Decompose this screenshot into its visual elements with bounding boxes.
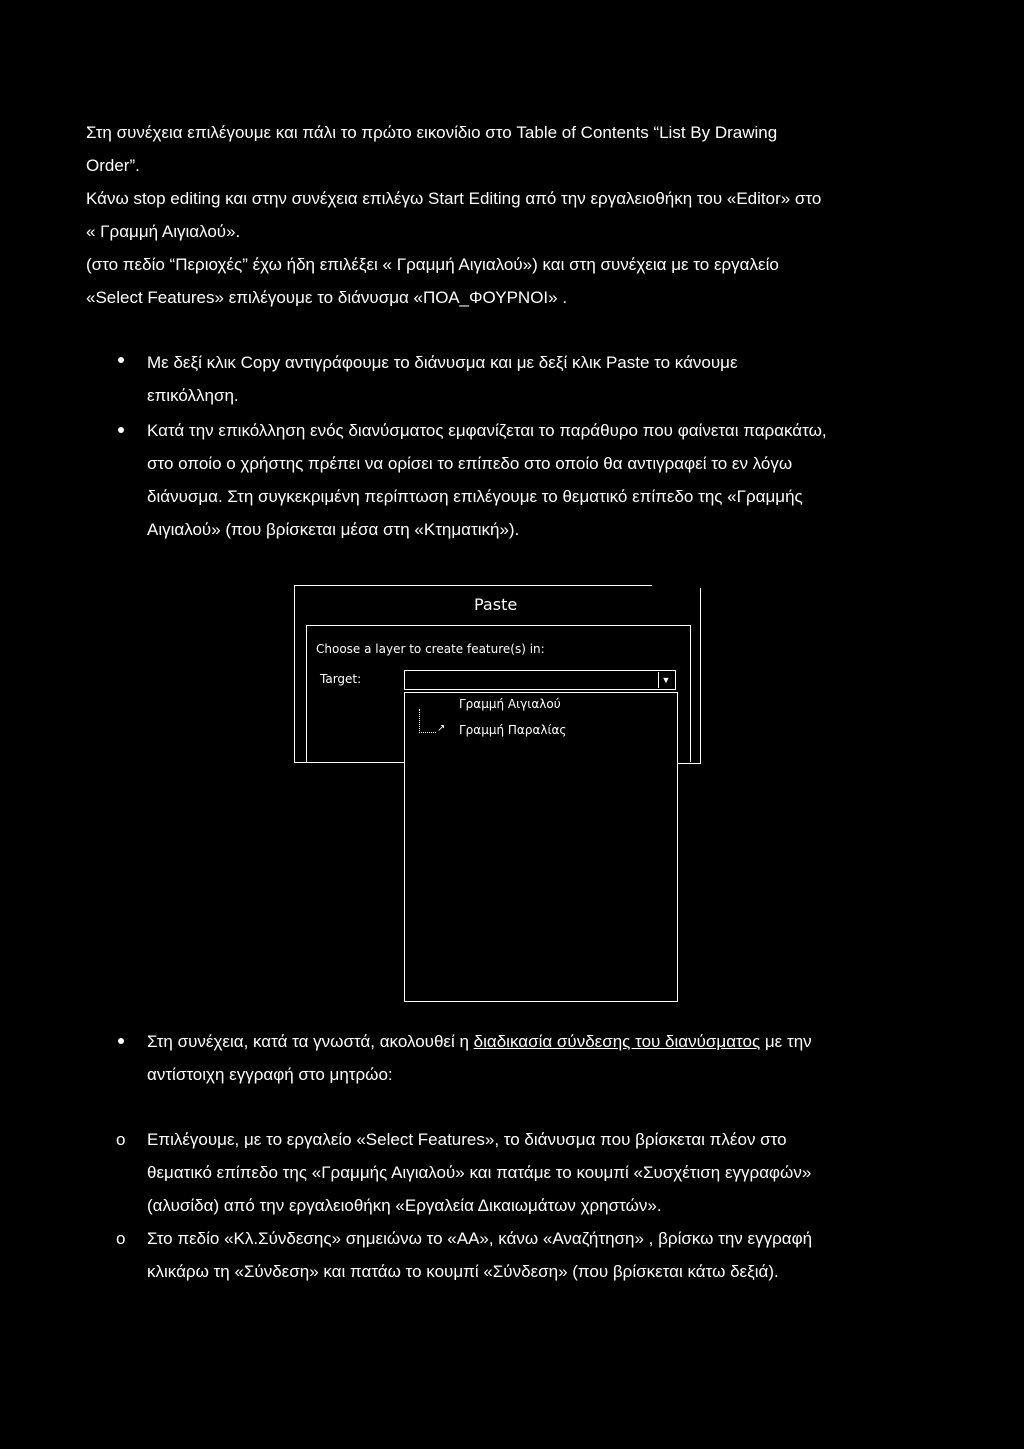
bullet-1-line-a: Με δεξί κλικ Copy αντιγράφουμε το διάνυσμα και με δεξί κλικ Paste το κάνουμε: [147, 353, 738, 372]
intro-line-2a: Κάνω stop editing και στην συνέχεια επιλέγω Start Editing από την εργαλειοθήκη του «Editor» στο: [86, 189, 822, 208]
intro-line-2b: « Γραμμή Αιγιαλού».: [86, 222, 241, 241]
sindesi-diadikasia-link[interactable]: διαδικασία σύνδεσης του διανύσματος: [473, 1032, 761, 1051]
target-label: Target:: [320, 672, 362, 686]
bullet-1-line-b: επικόλληση.: [147, 386, 239, 405]
sub-item-1-line-a: Επιλέγουμε, με το εργαλείο «Select Features», το διάνυσμα που βρίσκεται πλέον στο: [147, 1130, 787, 1149]
target-dropdown-list[interactable]: [404, 692, 678, 1002]
bullet-2-line-b: στο οποίο ο χρήστης πρέπει να ορίσει το επίπεδο στο οποίο θα αντιγραφεί το εν λόγω: [147, 454, 793, 473]
bullet-3-text-pre: Στη συνέχεια, κατά τα γνωστά, ακολουθεί η: [147, 1032, 474, 1051]
dialog-bottom-border-right: [678, 763, 701, 764]
groupbox-top-border: [306, 625, 691, 626]
dialog-top-border: [294, 585, 652, 586]
sub-item-2-line-a: Στο πεδίο «Κλ.Σύνδεσης» σημειώνω το «ΑΑ», κάνω «Αναζήτηση» , βρίσκω την εγγραφή: [147, 1229, 813, 1248]
bullet-2-line-c: διάνυσμα. Στη συγκεκριμένη περίπτωση επιλέγουμε το θεματικό επίπεδο της «Γραμμής: [147, 487, 803, 506]
sub-item-2-marker: o: [116, 1229, 126, 1248]
target-combobox[interactable]: [404, 670, 676, 690]
bullet-1-marker: [118, 357, 124, 363]
sub-item-1-line-b: θεματικό επίπεδο της «Γραμμής Αιγιαλού» και πατάμε το κουμπί «Συσχέτιση εγγραφών»: [147, 1163, 812, 1182]
sub-item-1-line-c: (αλυσίδα) από την εργαλειοθήκη «Εργαλεία Δικαιωμάτων χρηστών».: [147, 1196, 662, 1215]
bullet-2-line-a: Κατά την επικόλληση ενός διανύσματος εμφανίζεται το παράθυρο που φαίνεται παρακάτω,: [147, 421, 827, 440]
intro-line-3a: (στο πεδίο “Περιοχές” έχω ήδη επιλέξει « Γραμμή Αιγιαλού») και στη συνέχεια με το εργαλείο: [86, 255, 779, 274]
bullet-3-line-a: [147, 1025, 917, 1058]
groupbox-right-border: [690, 625, 691, 762]
dialog-left-border: [294, 585, 295, 762]
tree-connector-lines: [419, 709, 436, 733]
intro-line-1a: Στη συνέχεια επιλέγουμε και πάλι το πρώτο εικονίδιο στο Table of Contents “List By Drawing: [86, 123, 778, 142]
bullet-2-marker: [118, 427, 124, 433]
dialog-title: Paste: [474, 595, 518, 614]
intro-line-3b: «Select Features» επιλέγουμε το διάνυσμα «ΠΟΑ_ΦΟΥΡΝΟΙ» .: [86, 288, 568, 307]
sub-item-1-marker: o: [116, 1130, 126, 1149]
groupbox-left-border: [306, 625, 307, 762]
dialog-right-border: [700, 588, 701, 764]
tree-item-grammi-aigialou[interactable]: Γραμμή Αιγιαλού: [459, 697, 561, 711]
bullet-3-marker: [118, 1038, 124, 1044]
tree-item-grammi-paralias[interactable]: Γραμμή Παραλίας: [459, 723, 567, 737]
line-layer-icon: ↗: [437, 723, 446, 734]
bullet-3-text-post: με την: [760, 1032, 812, 1051]
choose-layer-prompt: Choose a layer to create feature(s) in:: [316, 642, 545, 656]
intro-line-1b: Order”.: [86, 156, 140, 175]
bullet-2-line-d: Αιγιαλού» (που βρίσκεται μέσα στη «Κτηματική»).: [147, 520, 520, 539]
dialog-bottom-border-left: [294, 762, 404, 763]
sub-item-2-line-b: κλικάρω τη «Σύνδεση» και πατάω το κουμπί «Σύνδεση» (που βρίσκεται κάτω δεξιά).: [147, 1262, 779, 1281]
bullet-3-line-b: αντίστοιχη εγγραφή στο μητρώο:: [147, 1065, 393, 1084]
chevron-down-icon[interactable]: ▼: [658, 672, 673, 688]
